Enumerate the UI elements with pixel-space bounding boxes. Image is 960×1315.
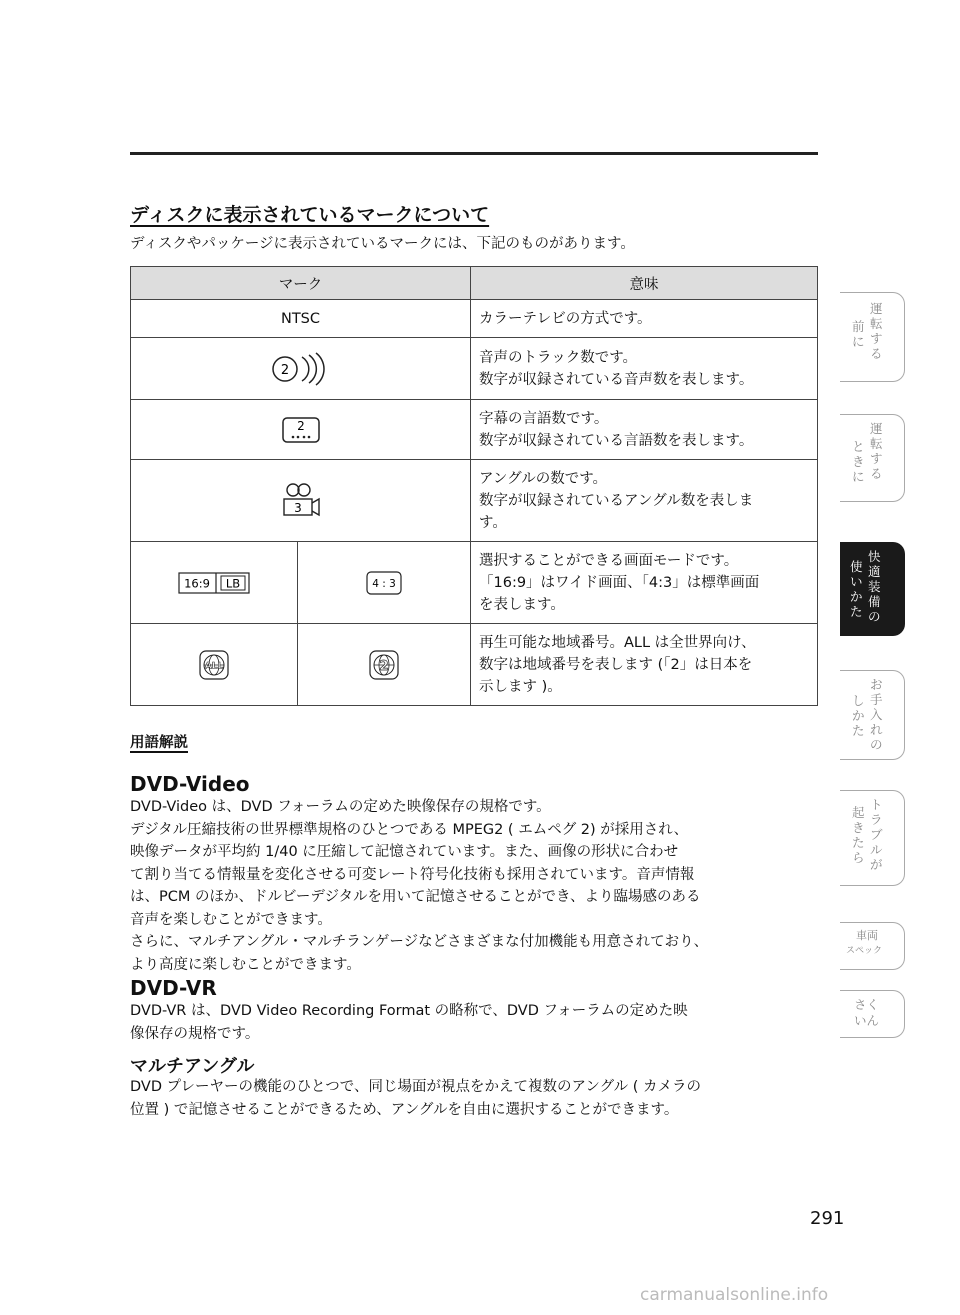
section-title-multi-angle: マルチアングル (130, 1056, 255, 1077)
table-row (131, 624, 818, 706)
svg-text:16:9: 16:9 (184, 576, 210, 590)
tab-before-driving[interactable]: 運転する 前に (840, 292, 905, 382)
tab-maintenance[interactable]: お手入れの しかた (840, 670, 905, 760)
glossary-title: 用語解説 (130, 735, 188, 751)
svg-text:ALL: ALL (204, 661, 224, 671)
marks-table (130, 266, 818, 706)
tab-while-driving[interactable]: 運転する ときに (840, 414, 905, 502)
meaning-cell: 字幕の言語数です。 数字が収録されている言語数を表します。 (471, 400, 818, 460)
top-rule (130, 152, 818, 155)
footer-watermark: carmanualsonline.info (640, 1285, 829, 1305)
subtitle-icon (281, 416, 321, 444)
table-row (131, 338, 818, 400)
table-row (131, 300, 818, 338)
svg-text:2: 2 (280, 362, 289, 378)
section-body-dvd-video: DVD-Video は、DVD フォーラムの定めた映像保存の規格です。 デジタル圧縮技術の世界標準規格のひとつである MPEG2 ( エムペグ 2) が採用され、 映像データが平均約 1/40 に圧縮して記憶されています。また、画像の形状に合わせ て割り当てる情報量を変化させる可変レート符号化技術も採用されています。音声情報 は、PCM のほか、ドルビーデジタルを用いて記憶させることができ、より臨場感のある 音声を楽しむことができます。 さらに、マルチアングル・マルチランゲージなどさまざまな付加機能も用意されており、 より高度に楽しむことができます。 (130, 799, 709, 973)
tab-comfort-features[interactable]: 快適装備の 使いかた (840, 542, 905, 636)
section-heading: ディスクに表示されているマークについて (130, 204, 490, 226)
audio-track-icon (271, 352, 331, 386)
table-header-row (131, 267, 818, 300)
page-number: 291 (810, 1208, 845, 1229)
header-meaning: 意味 (471, 267, 818, 300)
table-row (131, 400, 818, 460)
section-title-dvd-video: DVD-Video (130, 772, 250, 796)
table-row (131, 542, 818, 624)
region-2-icon (369, 650, 399, 680)
section-body-multi-angle: DVD プレーヤーの機能のひとつで、同じ場面が視点をかえて複数のアングル ( カメラの 位置 ) で記憶させることができるため、アングルを自由に選択することができます。 (130, 1079, 702, 1118)
tab-index[interactable]: さく いん (840, 990, 905, 1038)
svg-text:4 : 3: 4 : 3 (372, 577, 396, 590)
meaning-cell: 音声のトラック数です。 数字が収録されている音声数を表します。 (471, 338, 818, 400)
svg-text:2: 2 (379, 658, 389, 674)
meaning-cell: 選択することができる画面モードです。 「16:9」はワイド画面、「4:3」は標準画面 を表します。 (471, 542, 818, 624)
tab-vehicle-specs[interactable]: 車両 スペック (840, 922, 905, 970)
widescreen-lb-icon (178, 572, 250, 594)
svg-text:2: 2 (296, 418, 305, 433)
camera-angle-icon (280, 481, 322, 521)
meaning-cell: アングルの数です。 数字が収録されているアングル数を表しま す。 (471, 460, 818, 542)
tab-troubleshooting[interactable]: トラブルが 起きたら (840, 790, 905, 886)
meaning-cell: カラーテレビの方式です。 (471, 300, 818, 338)
standard-screen-icon (366, 571, 402, 595)
svg-text:3: 3 (293, 500, 302, 515)
meaning-cell: 再生可能な地域番号。ALL は全世界向け、 数字は地域番号を表します (「2」は日本を 示します )。 (471, 624, 818, 706)
region-all-icon (199, 650, 229, 680)
table-row (131, 460, 818, 542)
intro-text: ディスクやパッケージに表示されているマークには、下記のものがあります。 (130, 236, 635, 252)
svg-text:LB: LB (225, 576, 241, 590)
section-title-dvd-vr: DVD-VR (130, 976, 217, 1000)
section-body-dvd-vr: DVD-VR は、DVD Video Recording Format の略称で、DVD フォーラムの定めた映 像保存の規格です。 (130, 1003, 688, 1042)
header-mark: マーク (131, 267, 471, 300)
mark-ntsc: NTSC (131, 300, 471, 338)
